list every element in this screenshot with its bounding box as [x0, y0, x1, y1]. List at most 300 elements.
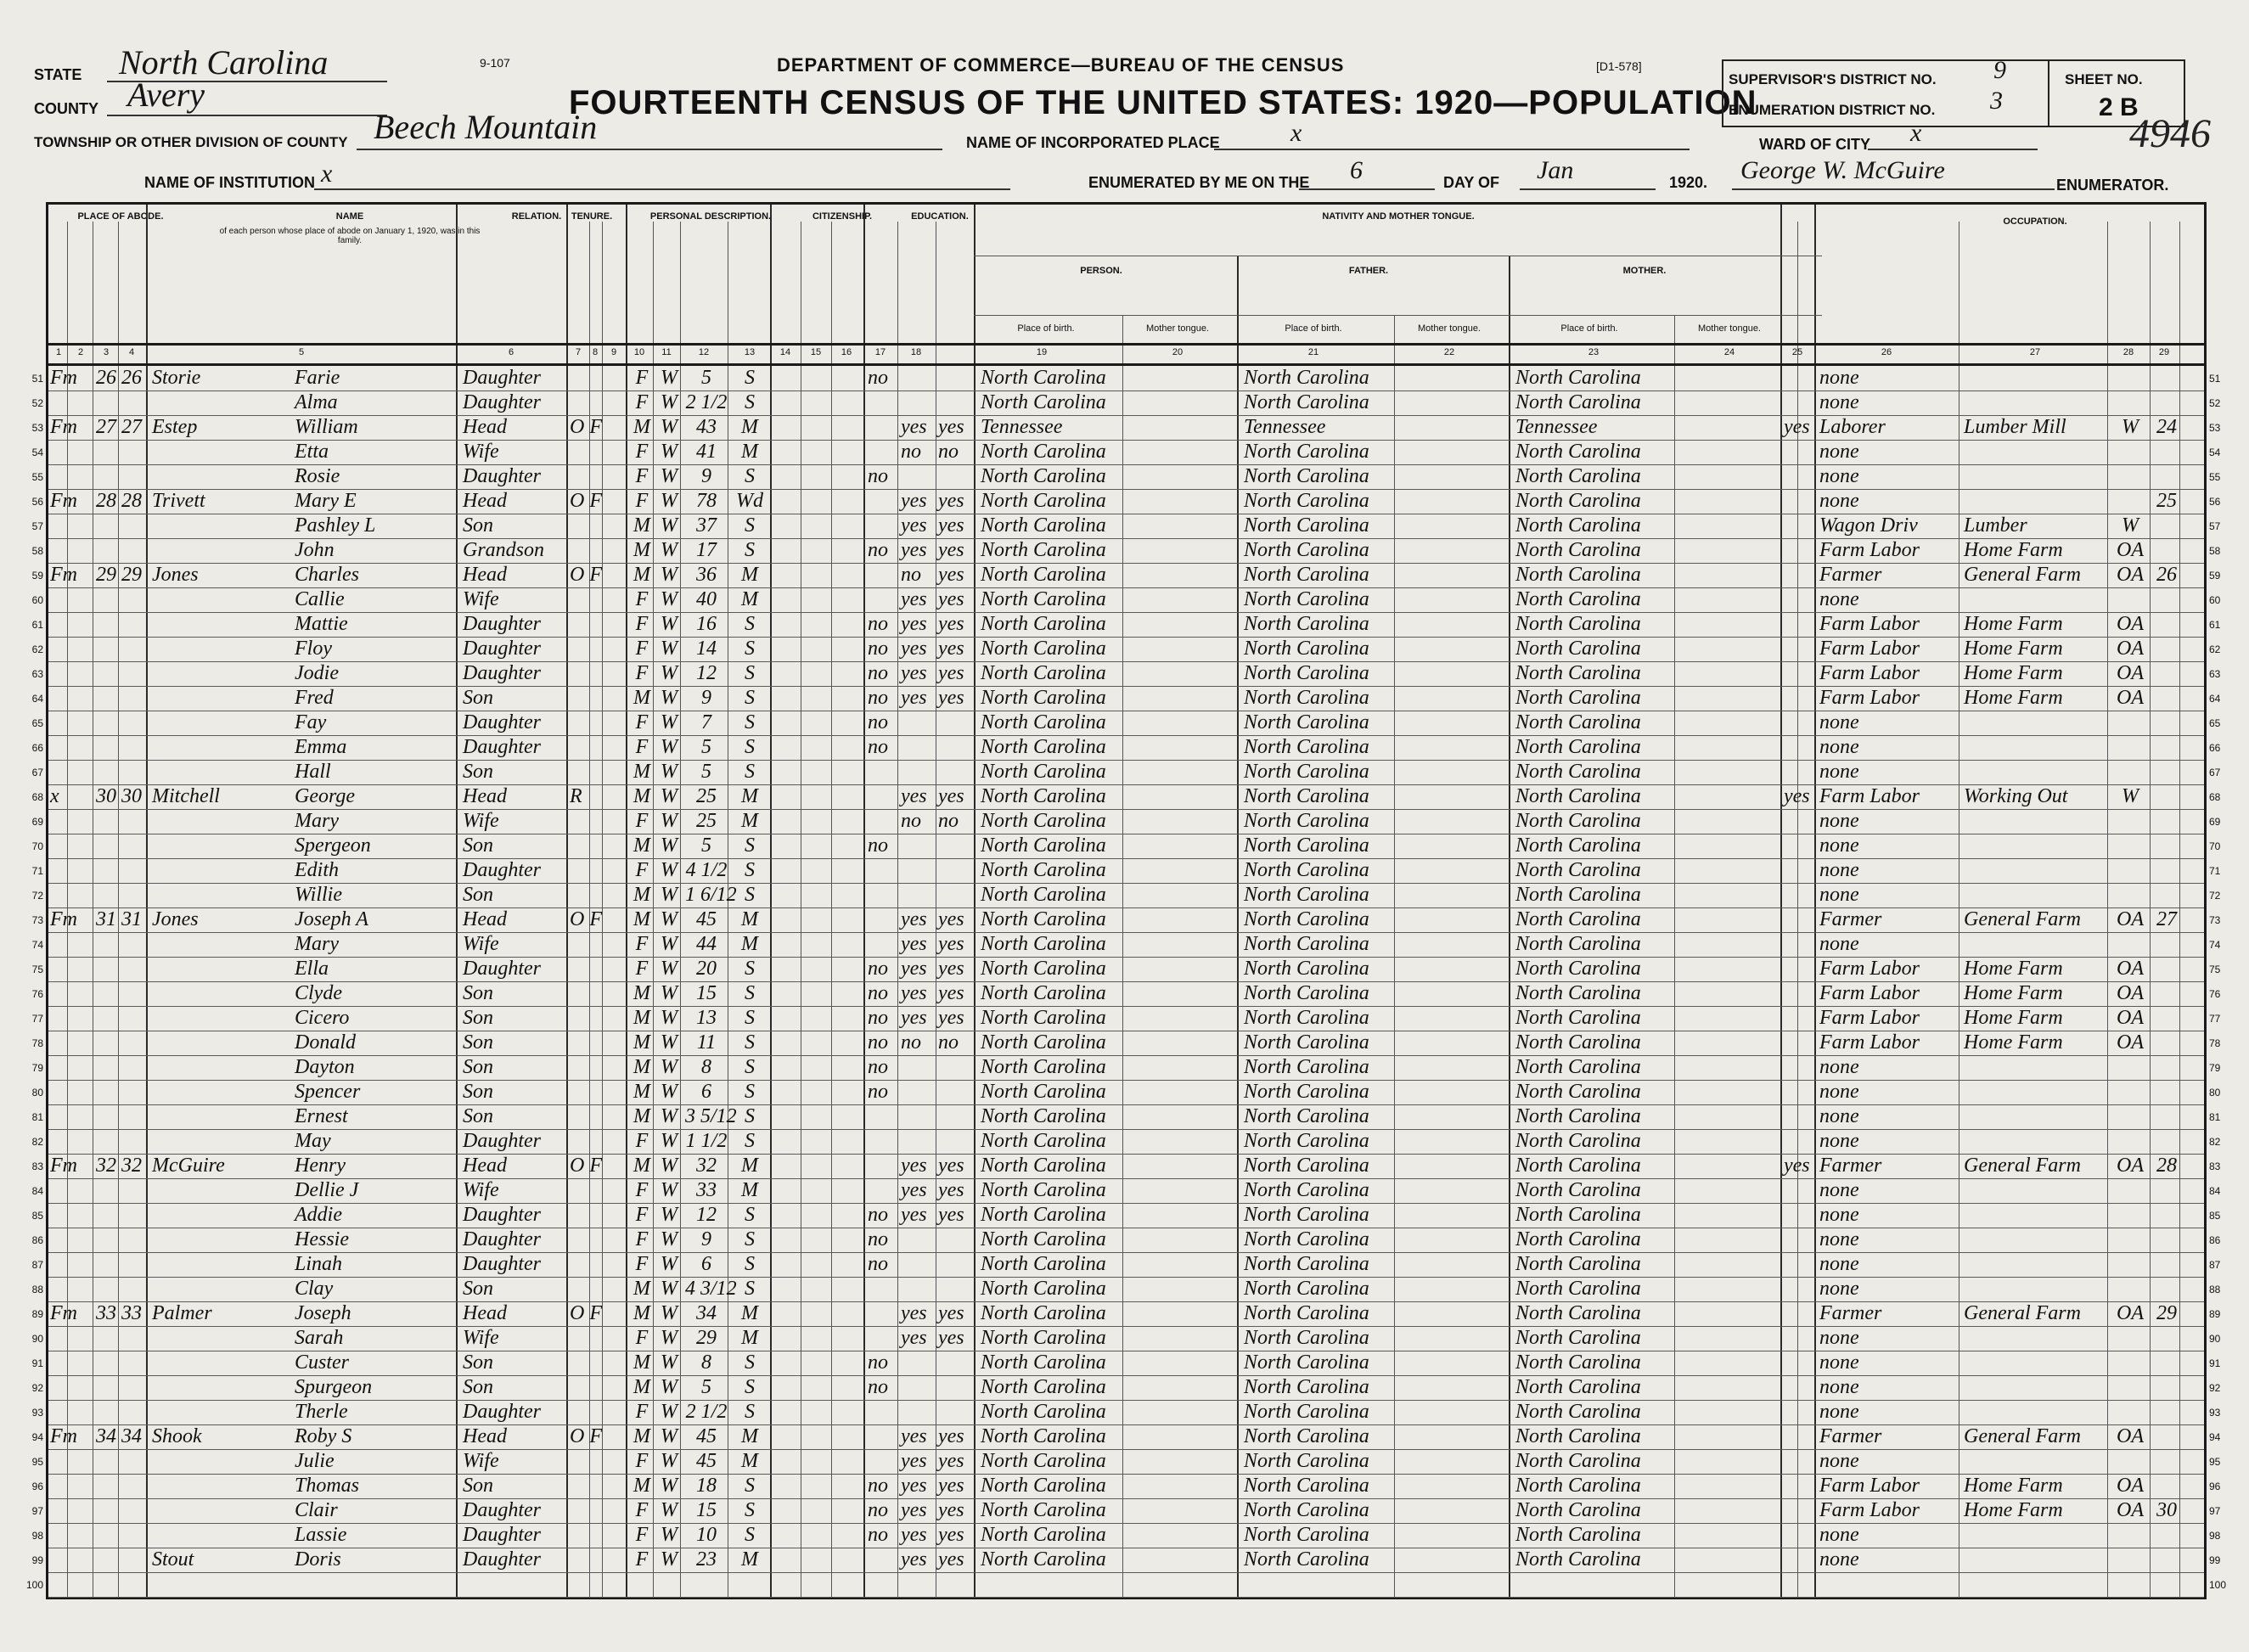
surname-cell	[152, 1474, 279, 1498]
line-number: 80	[31, 1087, 43, 1099]
street-cell	[50, 760, 67, 784]
surname-cell	[152, 735, 279, 760]
tenure-cell	[570, 1252, 621, 1277]
father-birth-cell: North Carolina	[1244, 834, 1369, 857]
tenure-cell	[570, 834, 621, 858]
read-cell	[901, 1080, 935, 1104]
line-number-right: 66	[2209, 742, 2221, 754]
industry-cell	[1964, 587, 2106, 612]
dwelling-cell	[94, 1351, 118, 1375]
industry-cell	[1964, 1400, 2106, 1424]
sub-tongue-father: Mother tongue.	[1418, 323, 1481, 334]
farm-schedule-cell	[2154, 1129, 2179, 1154]
father-birth-cell: North Carolina	[1244, 514, 1369, 537]
write-cell	[938, 1400, 972, 1424]
farm-schedule-cell	[2154, 1572, 2179, 1597]
tenure-cell	[570, 809, 621, 834]
birth-place-cell: North Carolina	[981, 539, 1106, 561]
age-cell: 8	[701, 1056, 711, 1078]
dwelling-cell	[94, 1326, 118, 1351]
mother-birth-cell: North Carolina	[1515, 1179, 1641, 1201]
write-cell: yes	[938, 687, 964, 709]
farm-schedule-cell	[2154, 711, 2179, 735]
table-row	[31, 981, 2221, 1007]
industry-cell	[1964, 834, 2106, 858]
read-cell: yes	[901, 416, 927, 438]
given-name-cell: Jodie	[295, 662, 339, 684]
class-cell	[2111, 932, 2149, 957]
given-name-cell: Fay	[295, 711, 327, 733]
street-cell	[50, 514, 67, 538]
line-number: 89	[31, 1308, 43, 1320]
birth-place-cell: North Carolina	[981, 711, 1106, 733]
farm-schedule-cell	[2154, 587, 2179, 612]
school-cell: no	[868, 539, 888, 561]
father-birth-cell: North Carolina	[1244, 539, 1369, 561]
family-cell	[120, 957, 143, 981]
header-personal: PERSONAL DESCRIPTION.	[649, 211, 772, 222]
farm-schedule-cell	[2154, 612, 2179, 637]
school-cell: no	[868, 1204, 888, 1226]
family-cell	[120, 686, 143, 711]
father-birth-cell: Tennessee	[1244, 416, 1326, 438]
dwelling-cell	[94, 612, 118, 637]
table-row	[31, 784, 2221, 810]
father-birth-cell: North Carolina	[1244, 1130, 1369, 1152]
marital-cell: S	[745, 687, 755, 709]
sex-cell: F	[635, 1228, 649, 1250]
street-cell	[50, 711, 67, 735]
father-birth-cell: North Carolina	[1244, 810, 1369, 832]
sex-cell: F	[635, 933, 649, 955]
farm-schedule-cell	[2154, 858, 2179, 883]
line-number: 95	[31, 1456, 43, 1468]
write-cell: yes	[938, 613, 964, 635]
column-number: 17	[874, 347, 886, 357]
age-cell: 15	[696, 982, 717, 1004]
street-cell	[50, 883, 67, 907]
read-cell: yes	[901, 1475, 927, 1497]
father-birth-cell: North Carolina	[1244, 884, 1369, 906]
read-cell	[901, 1252, 935, 1277]
line-number-right: 89	[2209, 1308, 2221, 1320]
street-cell	[50, 809, 67, 834]
street-cell	[50, 661, 67, 686]
day-of-label: DAY OF	[1443, 174, 1500, 191]
write-cell: yes	[938, 1155, 964, 1177]
sex-cell: F	[635, 1548, 649, 1571]
surname-cell	[152, 1252, 279, 1277]
school-cell	[868, 1277, 897, 1301]
school-cell: no	[868, 687, 888, 709]
tenure-cell	[570, 1178, 621, 1203]
given-name-cell: Emma	[295, 736, 347, 758]
birth-place-cell: North Carolina	[981, 736, 1106, 758]
age-cell: 2 1/2	[685, 1401, 728, 1423]
census-table	[25, 202, 2227, 1599]
sex-cell: M	[633, 1351, 650, 1374]
street-cell	[50, 1498, 67, 1523]
relation-cell: Wife	[463, 810, 499, 832]
english-cell	[1784, 1006, 1814, 1031]
mother-birth-cell: North Carolina	[1515, 1499, 1641, 1521]
given-name-cell: Floy	[295, 638, 332, 660]
sex-cell: F	[635, 1401, 649, 1423]
street-cell	[50, 1548, 67, 1572]
surname-cell	[152, 587, 279, 612]
class-cell	[2111, 1548, 2149, 1572]
write-cell: yes	[938, 662, 964, 684]
english-cell	[1784, 932, 1814, 957]
relation-cell: Son	[463, 1031, 493, 1054]
relation-cell: Son	[463, 687, 493, 709]
street-cell	[50, 587, 67, 612]
trade-cell: Farm Labor	[1819, 1007, 1920, 1029]
header-relation: RELATION.	[511, 211, 562, 222]
dwelling-cell	[94, 538, 118, 563]
table-row	[31, 587, 2221, 613]
school-cell: no	[868, 1007, 888, 1029]
mother-birth-cell: North Carolina	[1515, 1548, 1641, 1571]
birth-place-cell: North Carolina	[981, 514, 1106, 537]
line-number: 91	[31, 1357, 43, 1369]
marital-cell: M	[741, 1450, 758, 1472]
street-cell	[50, 464, 67, 489]
street-cell	[50, 834, 67, 858]
class-cell: OA	[2117, 1425, 2144, 1447]
column-number: 3	[103, 347, 110, 357]
family-cell: 30	[121, 785, 142, 807]
street-cell	[50, 735, 67, 760]
class-cell	[2111, 1129, 2149, 1154]
english-cell	[1784, 1228, 1814, 1252]
race-cell: W	[661, 1105, 678, 1127]
family-cell	[120, 1400, 143, 1424]
line-number-right: 63	[2209, 668, 2221, 680]
tenure-cell: O F	[570, 1302, 602, 1324]
race-cell: W	[661, 711, 678, 733]
race-cell: W	[661, 1278, 678, 1300]
marital-cell: S	[745, 1031, 755, 1054]
birth-place-cell: North Carolina	[981, 1548, 1106, 1571]
school-cell: no	[868, 1056, 888, 1078]
sex-cell: F	[635, 490, 649, 512]
tenure-cell	[570, 1129, 621, 1154]
class-cell: OA	[2117, 1007, 2144, 1029]
tenure-cell	[570, 1474, 621, 1498]
english-cell	[1784, 760, 1814, 784]
relation-cell: Head	[463, 564, 507, 586]
tenure-cell: O F	[570, 564, 602, 586]
industry-cell: Home Farm	[1964, 1007, 2063, 1029]
relation-cell: Daughter	[463, 662, 541, 684]
family-cell: 32	[121, 1155, 142, 1177]
trade-cell: none	[1819, 490, 1859, 512]
sex-cell: F	[635, 1450, 649, 1472]
given-name-cell: Henry	[295, 1155, 346, 1177]
class-cell	[2111, 1080, 2149, 1104]
birth-place-cell: North Carolina	[981, 1450, 1106, 1472]
line-number: 68	[31, 791, 43, 803]
given-name-cell: Charles	[295, 564, 360, 586]
dwelling-cell	[94, 932, 118, 957]
father-birth-cell: North Carolina	[1244, 1155, 1369, 1177]
line-number-right: 98	[2209, 1530, 2221, 1542]
tenure-cell	[570, 440, 621, 464]
street-cell	[50, 1031, 67, 1055]
age-cell: 17	[696, 539, 717, 561]
school-cell	[868, 1424, 897, 1449]
birth-place-cell: North Carolina	[981, 1401, 1106, 1423]
street-cell	[50, 858, 67, 883]
english-cell	[1784, 1326, 1814, 1351]
dwelling-cell	[94, 464, 118, 489]
farm-schedule-cell	[2154, 538, 2179, 563]
column-number: 29	[2158, 347, 2170, 357]
english-cell	[1784, 637, 1814, 661]
farm-schedule-cell: 30	[2156, 1499, 2177, 1521]
line-number-right: 85	[2209, 1210, 2221, 1222]
read-cell	[901, 1351, 935, 1375]
industry-cell	[1964, 858, 2106, 883]
class-cell	[2111, 440, 2149, 464]
father-birth-cell: North Carolina	[1244, 1105, 1369, 1127]
column-number: 28	[2122, 347, 2134, 357]
line-number: 98	[31, 1530, 43, 1542]
table-row	[31, 957, 2221, 982]
given-name-cell: Clair	[295, 1499, 338, 1521]
line-number-right: 93	[2209, 1407, 2221, 1419]
line-number: 79	[31, 1062, 43, 1074]
tenure-cell	[570, 1400, 621, 1424]
sex-cell: M	[633, 1155, 650, 1177]
column-number: 15	[810, 347, 822, 357]
line-number: 70	[31, 840, 43, 852]
tenure-cell: O F	[570, 490, 602, 512]
write-cell: yes	[938, 1302, 964, 1324]
race-cell: W	[661, 1376, 678, 1398]
line-number-right: 60	[2209, 594, 2221, 606]
school-cell	[868, 1154, 897, 1178]
family-cell	[120, 1474, 143, 1498]
birth-place-cell: North Carolina	[981, 613, 1106, 635]
farm-schedule-cell	[2154, 1031, 2179, 1055]
class-cell	[2111, 1203, 2149, 1228]
sex-cell: F	[635, 1204, 649, 1226]
street-cell: Fm	[50, 564, 77, 586]
column-number: 19	[1036, 347, 1048, 357]
street-cell	[50, 538, 67, 563]
relation-cell: Daughter	[463, 1204, 541, 1226]
street-cell	[50, 1572, 67, 1597]
surname-cell	[152, 1203, 279, 1228]
family-cell	[120, 981, 143, 1006]
mother-birth-cell: North Carolina	[1515, 1376, 1641, 1398]
given-name-cell: Julie	[295, 1450, 335, 1472]
english-cell	[1784, 563, 1814, 587]
industry-cell	[1964, 1375, 2106, 1400]
family-cell	[120, 637, 143, 661]
father-birth-cell: North Carolina	[1244, 588, 1369, 610]
industry-cell: Home Farm	[1964, 662, 2063, 684]
street-cell: x	[50, 785, 59, 807]
column-number: 2	[77, 347, 84, 357]
tenure-cell	[570, 637, 621, 661]
line-number: 52	[31, 397, 43, 409]
age-cell: 25	[696, 810, 717, 832]
mother-birth-cell: North Carolina	[1515, 1007, 1641, 1029]
birth-place-cell: North Carolina	[981, 490, 1106, 512]
industry-cell: Home Farm	[1964, 982, 2063, 1004]
line-number-right: 67	[2209, 767, 2221, 778]
sex-cell: F	[635, 736, 649, 758]
relation-cell: Daughter	[463, 1401, 541, 1423]
table-row	[31, 1474, 2221, 1499]
line-number: 71	[31, 865, 43, 877]
class-cell	[2111, 760, 2149, 784]
trade-cell: Laborer	[1819, 416, 1886, 438]
surname-cell	[152, 1351, 279, 1375]
class-cell	[2111, 1400, 2149, 1424]
write-cell: yes	[938, 958, 964, 980]
enumerator-name: George W. McGuire	[1740, 156, 1945, 184]
marital-cell: M	[741, 810, 758, 832]
english-cell	[1784, 1400, 1814, 1424]
relation-cell: Son	[463, 1105, 493, 1127]
marital-cell: M	[741, 588, 758, 610]
relation-cell: Wife	[463, 1450, 499, 1472]
read-cell	[901, 1375, 935, 1400]
marital-cell: M	[741, 1155, 758, 1177]
dwelling-cell	[94, 637, 118, 661]
race-cell: W	[661, 1081, 678, 1103]
family-cell	[120, 1178, 143, 1203]
english-cell	[1784, 711, 1814, 735]
supervisor-value: 9	[1993, 56, 2006, 84]
line-number-right: 58	[2209, 545, 2221, 557]
class-cell	[2111, 1277, 2149, 1301]
table-row	[25, 1572, 2227, 1598]
read-cell: yes	[901, 1425, 927, 1447]
trade-cell: Farmer	[1819, 908, 1882, 930]
industry-cell	[1964, 440, 2106, 464]
trade-cell: none	[1819, 1204, 1859, 1226]
marital-cell: M	[741, 785, 758, 807]
dwelling-cell: 26	[96, 367, 116, 389]
dwelling-cell	[94, 1400, 118, 1424]
family-cell	[120, 1277, 143, 1301]
class-cell	[2111, 834, 2149, 858]
farm-schedule-cell	[2154, 1400, 2179, 1424]
sex-cell: M	[633, 514, 650, 537]
read-cell: yes	[901, 662, 927, 684]
age-cell: 45	[696, 1425, 717, 1447]
race-cell: W	[661, 1130, 678, 1152]
race-cell: W	[661, 416, 678, 438]
family-cell	[120, 883, 143, 907]
column-number: 26	[1881, 347, 1892, 357]
relation-cell: Daughter	[463, 736, 541, 758]
sex-cell: F	[635, 711, 649, 733]
mother-birth-cell: North Carolina	[1515, 1204, 1641, 1226]
read-cell	[901, 760, 935, 784]
institution-value: x	[321, 160, 333, 188]
surname-cell: Jones	[152, 908, 199, 930]
line-number: 74	[31, 939, 43, 951]
age-cell: 32	[696, 1155, 717, 1177]
school-cell	[868, 563, 897, 587]
dwelling-cell	[94, 834, 118, 858]
column-number: 13	[744, 347, 756, 357]
township-value: Beech Mountain	[374, 108, 598, 146]
sex-cell: M	[633, 1105, 650, 1127]
sex-cell: F	[635, 367, 649, 389]
family-cell	[120, 1129, 143, 1154]
dwelling-cell	[94, 1178, 118, 1203]
english-cell	[1784, 612, 1814, 637]
column-number: 8	[592, 347, 599, 357]
race-cell: W	[661, 391, 678, 413]
column-number: 22	[1443, 347, 1455, 357]
trade-cell: Farm Labor	[1819, 613, 1920, 635]
place-value: x	[1290, 119, 1302, 147]
dwelling-cell	[94, 440, 118, 464]
tenure-cell	[570, 1031, 621, 1055]
line-number: 57	[31, 520, 43, 532]
family-cell	[120, 711, 143, 735]
sub-birth-mother: Place of birth.	[1560, 323, 1618, 334]
dwelling-cell	[94, 1252, 118, 1277]
school-cell: no	[868, 662, 888, 684]
street-cell	[50, 1277, 67, 1301]
school-cell: no	[868, 1228, 888, 1250]
industry-cell	[1964, 1252, 2106, 1277]
birth-place-cell: North Carolina	[981, 367, 1106, 389]
surname-cell	[152, 1129, 279, 1154]
marital-cell: M	[741, 1548, 758, 1571]
sex-cell: M	[633, 982, 650, 1004]
birth-place-cell: North Carolina	[981, 785, 1106, 807]
marital-cell: S	[745, 958, 755, 980]
write-cell	[938, 1572, 972, 1597]
age-cell: 11	[696, 1031, 717, 1054]
given-name-cell: Willie	[295, 884, 342, 906]
mother-birth-cell: North Carolina	[1515, 810, 1641, 832]
table-row	[31, 1400, 2221, 1425]
farm-schedule-cell	[2154, 1228, 2179, 1252]
mother-birth-cell: North Carolina	[1515, 391, 1641, 413]
age-cell: 9	[701, 687, 711, 709]
column-number: 14	[779, 347, 791, 357]
write-cell: yes	[938, 1499, 964, 1521]
farm-schedule-cell	[2154, 1548, 2179, 1572]
birth-place-cell	[981, 1572, 1150, 1597]
sex-cell: M	[633, 1376, 650, 1398]
relation-cell: Son	[463, 1081, 493, 1103]
line-number: 51	[31, 373, 43, 385]
given-name-cell: Joseph	[295, 1302, 351, 1324]
read-cell: yes	[901, 588, 927, 610]
table-row	[31, 1031, 2221, 1056]
read-cell: yes	[901, 539, 927, 561]
farm-schedule-cell	[2154, 1277, 2179, 1301]
given-name-cell: Mattie	[295, 613, 348, 635]
tenure-cell	[570, 538, 621, 563]
street-cell	[50, 1252, 67, 1277]
table-row	[31, 612, 2221, 638]
line-number: 62	[31, 643, 43, 655]
dwelling-cell	[94, 1129, 118, 1154]
